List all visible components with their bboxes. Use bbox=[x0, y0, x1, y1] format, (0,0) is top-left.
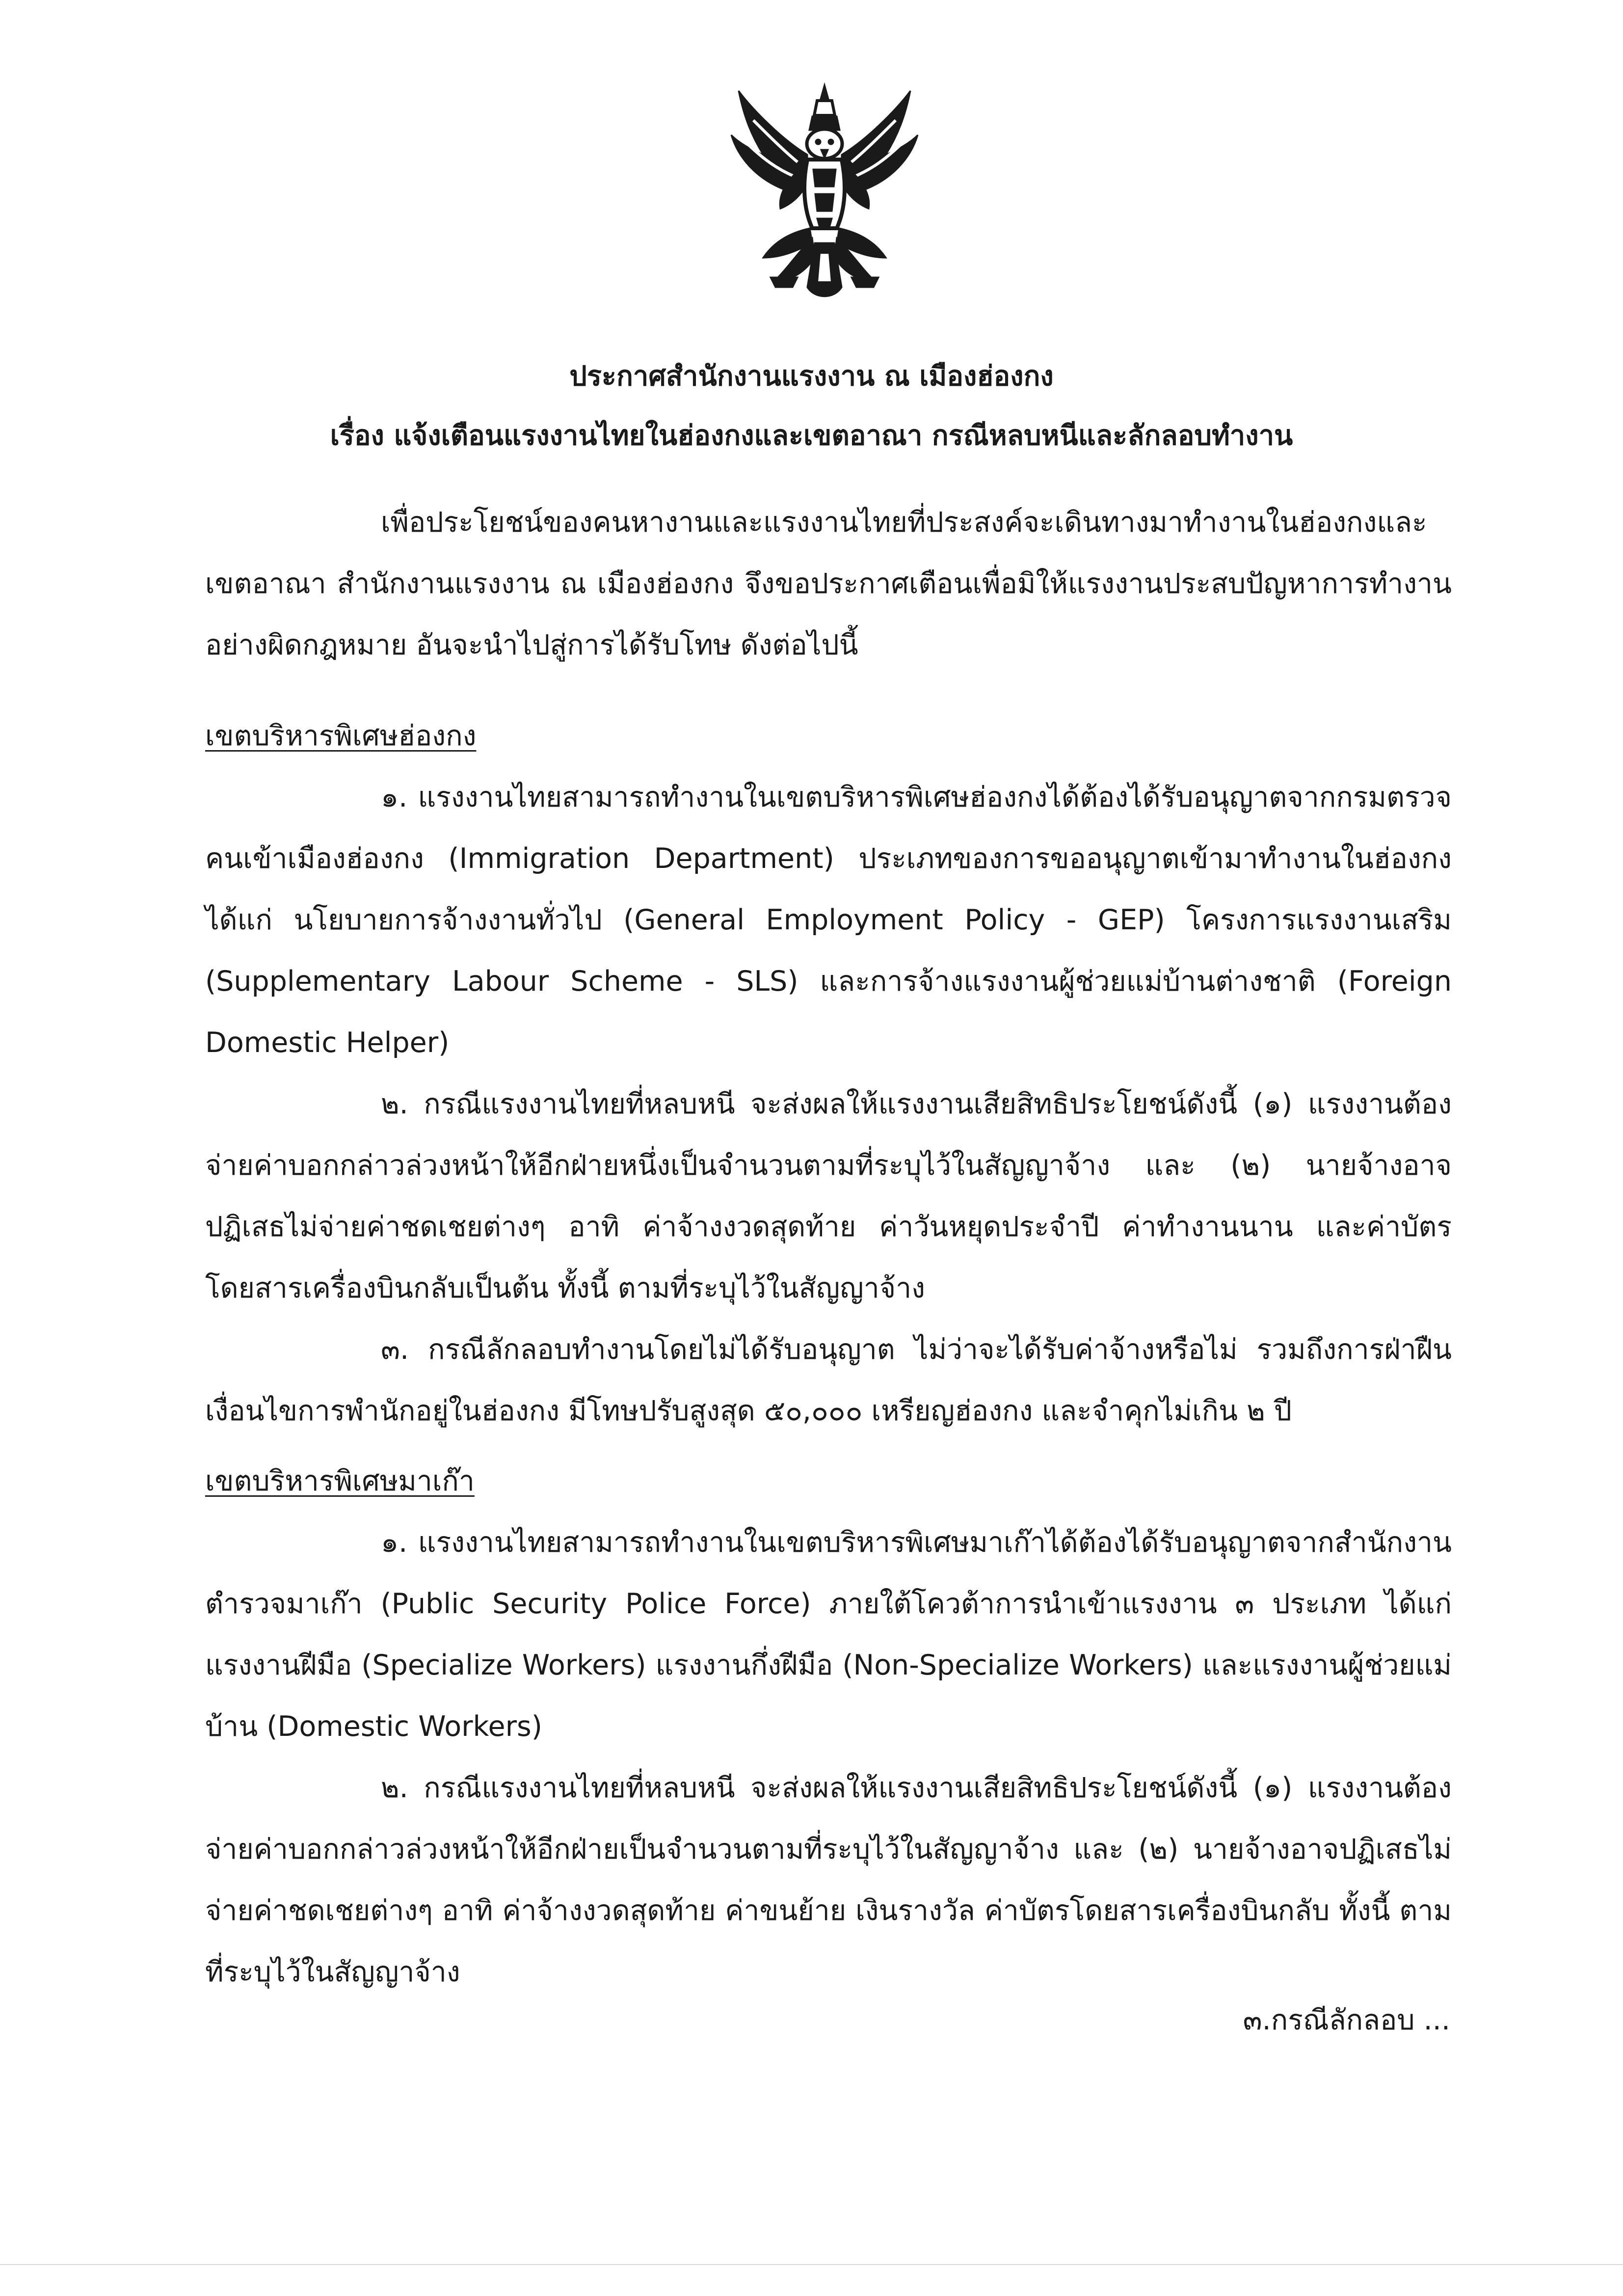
hongkong-item-2: ๒. กรณีแรงงานไทยที่หลบหนี จะส่งผลให้แรงงานเสียสิทธิประโยชน์ดังนี้ (๑) แรงงานต้องจ่ายค่าบอกกล่าวล่วงหน้าให้อีกฝ่ายหนึ่งเป็นจำนวนตามที่ระบุไว้ในสัญญาจ้าง และ (๒) นายจ้างอาจปฏิเสธไม่จ่ายค่าชดเชยต่างๆ อาทิ ค่าจ้างงวดสุดท้าย ค่าวันหยุดประจำปี ค่าทำงานนาน และค่าบัตรโดยสารเครื่องบินกลับเป็นต้น ทั้งนี้ ตามที่ระบุไว้ในสัญญาจ้าง bbox=[205, 1088, 1452, 1304]
section-heading-macao-block bbox=[205, 1451, 1452, 1512]
macao-item-2: ๒. กรณีแรงงานไทยที่หลบหนี จะส่งผลให้แรงงานเสียสิทธิประโยชน์ดังนี้ (๑) แรงงานต้องจ่ายค่าบอกกล่าวล่วงหน้าให้อีกฝ่ายเป็นจำนวนตามที่ระบุไว้ในสัญญาจ้าง และ (๒) นายจ้างอาจปฏิเสธไม่จ่ายค่าชดเชยต่างๆ อาทิ ค่าจ้างงวดสุดท้าย ค่าขนย้าย เงินรางวัล ค่าบัตรโดยสารเครื่องบินกลับ ทั้งนี้ ตามที่ระบุไว้ในสัญญาจ้าง bbox=[205, 1772, 1452, 1988]
intro-paragraph: เพื่อประโยชน์ของคนหางานและแรงงานไทยที่ประสงค์จะเดินทางมาทำงานในฮ่องกงและเขตอาณา สำนักงานแรงงาน ณ เมืองฮ่องกง จึงขอประกาศเตือนเพื่อมิให้แรงงานประสบปัญหาการทำงานอย่างผิดกฎหมาย อันจะนำไปสู่การได้รับโทษ ดังต่อไปนี้ bbox=[205, 506, 1452, 661]
scan-edge-line bbox=[0, 2264, 1623, 2265]
section-heading-hongkong-block bbox=[205, 705, 1452, 767]
section-heading-macao: เขตบริหารพิเศษมาเก๊า bbox=[205, 1465, 475, 1497]
section-heading-hongkong: เขตบริหารพิเศษฮ่องกง bbox=[205, 720, 477, 752]
announcement-subject: เรื่อง แจ้งเตือนแรงงานไทยในฮ่องกงและเขตอาณา กรณีหลบหนีและลักลอบทำงาน bbox=[330, 420, 1293, 452]
continuation-note: ๓.กรณีลักลอบ ... bbox=[1243, 2004, 1450, 2036]
garuda-emblem-icon bbox=[724, 81, 925, 304]
section-body-hongkong bbox=[205, 767, 1452, 1442]
hongkong-item-3: ๓. กรณีลักลอบทำงานโดยไม่ได้รับอนุญาต ไม่ว่าจะได้รับค่าจ้างหรือไม่ รวมถึงการฝ่าฝืนเงื่อนไขการพำนักอยู่ในฮ่องกง มีโทษปรับสูงสุด ๕๐,๐๐๐ เหรียญฮ่องกง และจำคุกไม่เกิน ๒ ปี bbox=[205, 1333, 1452, 1427]
intro-paragraph-block bbox=[205, 492, 1452, 676]
section-body-macao bbox=[205, 1512, 1452, 2003]
hongkong-item-1: ๑. แรงงานไทยสามารถทำงานในเขตบริหารพิเศษฮ่องกงได้ต้องได้รับอนุญาตจากกรมตรวจคนเข้าเมืองฮ่องกง (Immigration Department) ประเภทของการขออนุญาตเข้ามาทำงานในฮ่องกง ได้แก่ นโยบายการจ้างงานทั่วไป (General Employment Policy - GEP) โครงการแรงงานเสริม (Supplementary Labour Scheme - SLS) และการจ้างแรงงานผู้ช่วยแม่บ้านต่างชาติ (Foreign Domestic Helper) bbox=[205, 781, 1452, 1059]
macao-item-1: ๑. แรงงานไทยสามารถทำงานในเขตบริหารพิเศษมาเก๊าได้ต้องได้รับอนุญาตจากสำนักงานตำรวจมาเก๊า (Public Security Police Force) ภายใต้โควต้าการนำเข้าแรงงาน ๓ ประเภท ได้แก่ แรงงานฝีมือ (Specialize Workers) แรงงานกึ่งฝีมือ (Non-Specialize Workers) และแรงงานผู้ช่วยแม่บ้าน (Domestic Workers) bbox=[205, 1526, 1452, 1743]
announcement-title: ประกาศสำนักงานแรงงาน ณ เมืองฮ่องกง bbox=[569, 360, 1054, 392]
